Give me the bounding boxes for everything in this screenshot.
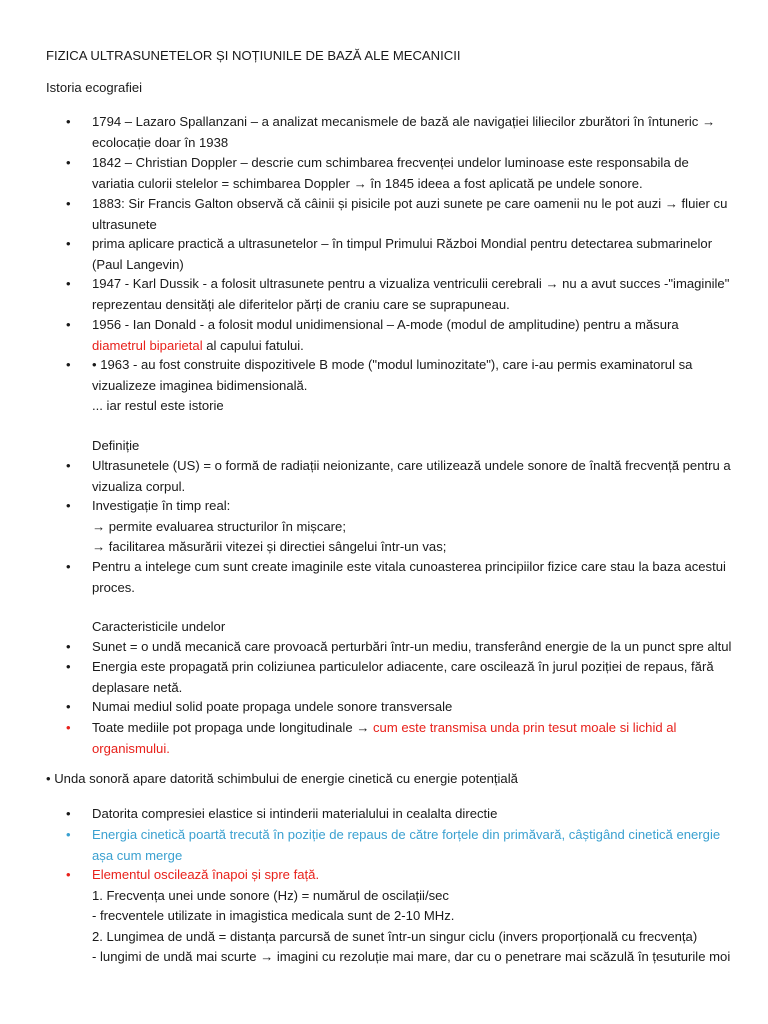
bullet: •: [66, 236, 71, 251]
list-item: [66, 718, 732, 759]
bullet: •: [66, 559, 71, 574]
list-item: [66, 274, 732, 315]
list-item-text: 1883: Sir Francis Galton observă că câinii și pisicile pot auzi sunete pe care oamenii nu le pot auzi → fluier cu ultrasunete: [92, 196, 728, 232]
list-item-text: prima aplicare practică a ultrasunetelor – în timpul Primului Război Mondial pentru detectarea submarinelor (Paul Langevin): [92, 236, 713, 272]
list-item-text: • 1963 - au fost construite dispozitivele B mode ("modul luminozitate"), care i-au permis examinatorul sa vizualizeze imaginea bidimensională.: [92, 357, 693, 393]
bullet: •: [66, 720, 71, 735]
list-item-text: Energia este propagată prin coliziunea particulelor adiacente, care oscilează în jurul poziției de repaus, fără deplasare netă.: [92, 659, 714, 695]
list-item-text: Datorita compresiei elastice si intinderii materialului in cealalta directie: [92, 806, 498, 821]
bullet: •: [66, 827, 71, 842]
highlighted-text: cum este transmisa unda prin tesut moale si lichid al organismului.: [92, 720, 677, 756]
highlighted-term: diametrul biparietal: [92, 337, 203, 353]
list-item-subline: ... iar restul este istorie: [92, 398, 224, 413]
list-item: [66, 355, 732, 417]
section-heading-definitie: Definiție: [92, 438, 140, 453]
list-item: [66, 194, 732, 235]
section-heading-istoria: Istoria ecografiei: [46, 80, 143, 95]
list-item: [66, 825, 732, 866]
list-item-subline: - lungimi de undă mai scurte → imagini cu rezoluție mai mare, dar cu o penetrare mai scăzulă în țesuturile moi: [92, 949, 731, 964]
list-item-text: Numai mediul solid poate propaga undele sonore transversale: [92, 699, 453, 714]
bullet: •: [66, 699, 71, 714]
list-item: [66, 557, 732, 598]
list-item-text: Toate mediile pot propaga unde longitudinale →: [92, 720, 373, 735]
list-item-text: al capului fatului.: [202, 337, 304, 353]
list-item: [66, 112, 732, 153]
bullet: •: [66, 867, 71, 882]
bullet: •: [66, 458, 71, 473]
list-item: [66, 637, 732, 658]
list-item: [66, 315, 732, 356]
list-item-text: 1956 - Ian Donald - a folosit modul unidimensional – A-mode (modul de amplitudine) pentru a măsura: [92, 317, 679, 332]
list-item: [66, 804, 732, 825]
list-item-subline: → facilitarea măsurării vitezei și directiei sângelui într-un vas;: [92, 539, 447, 554]
list-item: [66, 657, 732, 698]
list-item: [66, 456, 732, 497]
paragraph-unda: • Unda sonoră apare datorită schimbului de energie cinetică cu energie potențială: [46, 771, 518, 786]
list-item-text: 1794 – Lazaro Spallanzani – a analizat mecanismele de bază ale navigației liliecilor zburători în întuneric → ecolocație doar în 1938: [92, 114, 716, 150]
bullet: •: [66, 276, 71, 291]
bullet: •: [66, 155, 71, 170]
bullet: •: [66, 659, 71, 674]
list-item-text: 1947 - Karl Dussik - a folosit ultrasunete pentru a vizualiza ventriculii cerebrali → nu a avut succes -"imaginile" reprezentau densități ale diferitelor părți de craniu care se suprapuneau.: [92, 276, 730, 312]
list-item: [66, 697, 732, 718]
highlighted-text: Energia cinetică poartă trecută în poziție de repaus de către forțele din primăvară, câștigând cinetică energie așa cum merge: [92, 827, 721, 863]
list-item: [66, 234, 732, 275]
list-item-subline: 2. Lungimea de undă = distanța parcursă de sunet într-un singur ciclu (invers proporțională cu frecvența): [92, 928, 698, 944]
bullet: •: [66, 196, 71, 211]
list-item-subline: → permite evaluarea structurilor în mișcare;: [92, 518, 346, 534]
list-item: [66, 496, 732, 558]
list-item: [66, 153, 732, 194]
list-item-text: Investigație în timp real:: [92, 498, 231, 513]
section-heading-caracteristici: Caracteristicile undelor: [92, 619, 226, 634]
bullet: •: [66, 639, 71, 654]
list-item: [66, 865, 732, 968]
list-item-text: Sunet = o undă mecanică care provoacă perturbări într-un mediu, transferând energie de la un punct spre altul: [92, 639, 732, 654]
list-item-text: Pentru a intelege cum sunt create imaginile este vitala cunoasterea principiilor fizice care stau la baza acestui proces.: [92, 559, 726, 595]
document-title: FIZICA ULTRASUNETELOR ȘI NOȚIUNILE DE BAZĂ ALE MECANICII: [46, 48, 461, 63]
list-item-subline: - frecventele utilizate in imagistica medicala sunt de 2-10 MHz.: [92, 908, 455, 923]
highlighted-text: Elementul oscilează înapoi și spre față.: [92, 867, 320, 882]
bullet: •: [66, 357, 71, 372]
list-item-text: 1842 – Christian Doppler – descrie cum schimbarea frecvenței undelor luminoase este responsabila de variatia culorii stelelor = schimbarea Doppler → în 1845 ideea a fost aplicată pe undele sonore.: [92, 155, 689, 191]
list-item-text: Ultrasunetele (US) = o formă de radiații neionizante, care utilizează undele sonore de înaltă frecvență pentru a vizualiza corpul.: [92, 458, 731, 494]
list-item-subline: 1. Frecvența unei unde sonore (Hz) = numărul de oscilații/sec: [92, 887, 449, 903]
bullet: •: [66, 498, 71, 513]
bullet: •: [66, 806, 71, 821]
bullet: •: [66, 114, 71, 129]
bullet: •: [66, 317, 71, 332]
